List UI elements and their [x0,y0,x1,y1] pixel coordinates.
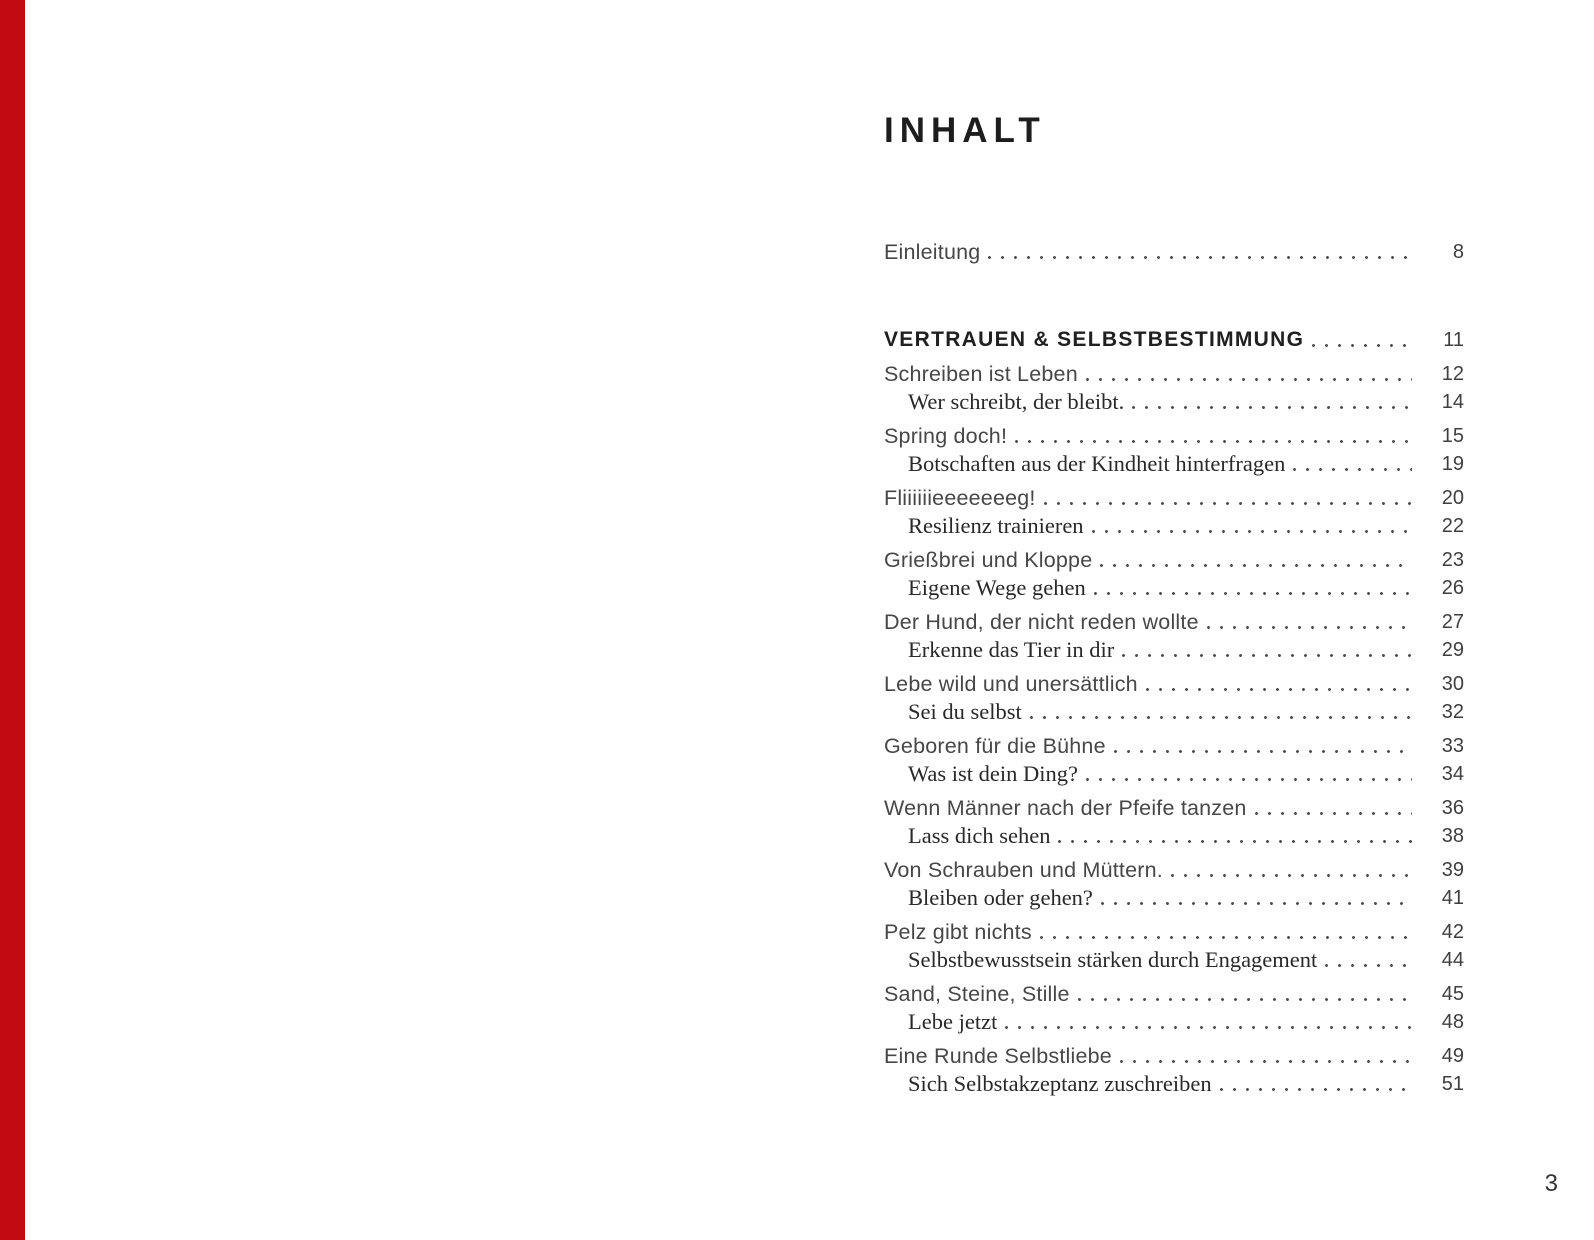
toc-page-number: 12 [1441,363,1464,385]
toc-entry-label: Schreiben ist Leben [884,362,1078,386]
toc-entry-label: Von Schrauben und Müttern. [884,858,1163,882]
toc-row [884,546,1464,574]
toc-entry-label: Pelz gibt nichts [884,920,1032,944]
toc-row [884,884,1464,912]
toc-entry-label: Der Hund, der nicht reden wollte [884,610,1199,634]
toc-row [884,946,1464,974]
dot-leader [1114,750,1412,754]
toc-page-number: 32 [1441,701,1464,723]
toc-page-number: 27 [1441,611,1464,633]
toc-row [884,450,1464,478]
toc-row [884,1070,1464,1098]
page-title: INHALT [884,111,1046,151]
dot-leader [1122,654,1412,658]
toc-entry-label: Grießbrei und Kloppe [884,548,1093,572]
dot-leader [1293,468,1412,472]
toc-page-number: 19 [1441,453,1464,475]
toc-page-number: 15 [1441,425,1464,447]
toc-entry-label: Geboren für die Bühne [884,734,1106,758]
toc-page-number: 51 [1441,1073,1464,1095]
toc-row [884,608,1464,636]
dot-leader [1120,1060,1412,1064]
toc-row [884,512,1464,540]
toc-row [884,980,1464,1008]
dot-leader [1040,936,1412,940]
toc-row [884,856,1464,884]
toc-entry-label: Eine Runde Selbstliebe [884,1044,1112,1068]
toc-page-number: 44 [1441,949,1464,971]
dot-leader [1058,840,1412,844]
dot-leader [988,256,1412,260]
toc-entry-label: Sich Selbstakzeptanz zuschreiben [908,1071,1212,1096]
dot-leader [1044,502,1412,506]
toc-page-number: 20 [1441,487,1464,509]
dot-leader [1132,406,1412,410]
toc-page-number: 42 [1441,921,1464,943]
dot-leader [1100,564,1412,568]
dot-leader [1092,530,1412,534]
toc-row [884,326,1464,354]
dot-leader [1005,1026,1412,1030]
toc-list [884,238,1464,1098]
dot-leader [1101,902,1412,906]
toc-page-number: 11 [1443,329,1464,351]
toc-row [884,760,1464,788]
toc-row [884,360,1464,388]
toc-entry-label: Erkenne das Tier in dir [908,637,1115,662]
toc-row [884,636,1464,664]
toc-page-number: 33 [1441,735,1464,757]
toc-entry-label: Eigene Wege gehen [908,575,1086,600]
toc-page-number: 49 [1441,1045,1464,1067]
dot-leader [1015,440,1412,444]
toc-entry-label: Lebe jetzt [908,1009,998,1034]
toc-row [884,1008,1464,1036]
toc-row [884,918,1464,946]
toc-page-number: 34 [1441,763,1464,785]
dot-leader [1030,716,1412,720]
toc-page-number: 14 [1441,391,1464,413]
dot-leader [1171,874,1412,878]
dot-leader [1094,592,1412,596]
toc-page-number: 8 [1452,241,1464,263]
toc-row [884,574,1464,602]
dot-leader [1325,964,1412,968]
toc-page-number: 45 [1441,983,1464,1005]
toc-entry-label: Wenn Männer nach der Pfeife tanzen [884,796,1247,820]
toc-row [884,822,1464,850]
toc-page-number: 38 [1441,825,1464,847]
dot-leader [1312,344,1412,348]
toc-entry-label: Lass dich sehen [908,823,1051,848]
dot-leader [1255,812,1412,816]
toc-entry-label: Botschaften aus der Kindheit hinterfragen [908,451,1286,476]
toc-entry-label: Was ist dein Ding? [908,761,1079,786]
toc-row [884,1042,1464,1070]
toc-row [884,732,1464,760]
toc-row [884,422,1464,450]
toc-page-number: 41 [1441,887,1464,909]
toc-row [884,388,1464,416]
toc-page-number: 36 [1441,797,1464,819]
toc-row [884,670,1464,698]
dot-leader [1207,626,1412,630]
toc-entry-label: Bleiben oder gehen? [908,885,1093,910]
toc-page-number: 23 [1441,549,1464,571]
toc-page-number: 39 [1441,859,1464,881]
toc-entry-label: Selbstbewusstsein stärken durch Engagement [908,947,1318,972]
dot-leader [1146,688,1412,692]
toc-entry-label: VERTRAUEN & SELBSTBESTIMMUNG [884,328,1305,351]
dot-leader [1220,1088,1412,1092]
toc-entry-label: Fliiiiiieeeeeeeg! [884,486,1036,510]
toc-entry-label: Lebe wild und unersättlich [884,672,1138,696]
toc-page-number: 29 [1441,639,1464,661]
toc-row [884,794,1464,822]
toc-entry-label: Sand, Steine, Stille [884,982,1070,1006]
toc-entry-label: Spring doch! [884,424,1008,448]
dot-leader [1086,778,1412,782]
toc-row [884,698,1464,726]
toc-entry-label: Wer schreibt, der bleibt. [908,389,1125,414]
toc-page-number: 22 [1441,515,1464,537]
toc-page-number: 48 [1441,1011,1464,1033]
toc-entry-label: Sei du selbst [908,699,1022,724]
toc-page-number: 30 [1441,673,1464,695]
dot-leader [1086,378,1412,382]
folio-page-number: 3 [1544,1170,1558,1197]
toc-row [884,238,1464,266]
toc-row [884,484,1464,512]
toc-page-number: 26 [1441,577,1464,599]
toc-entry-label: Resilienz trainieren [908,513,1084,538]
dot-leader [1078,998,1412,1002]
red-spine-stripe [0,0,25,1240]
toc-entry-label: Einleitung [884,240,981,264]
